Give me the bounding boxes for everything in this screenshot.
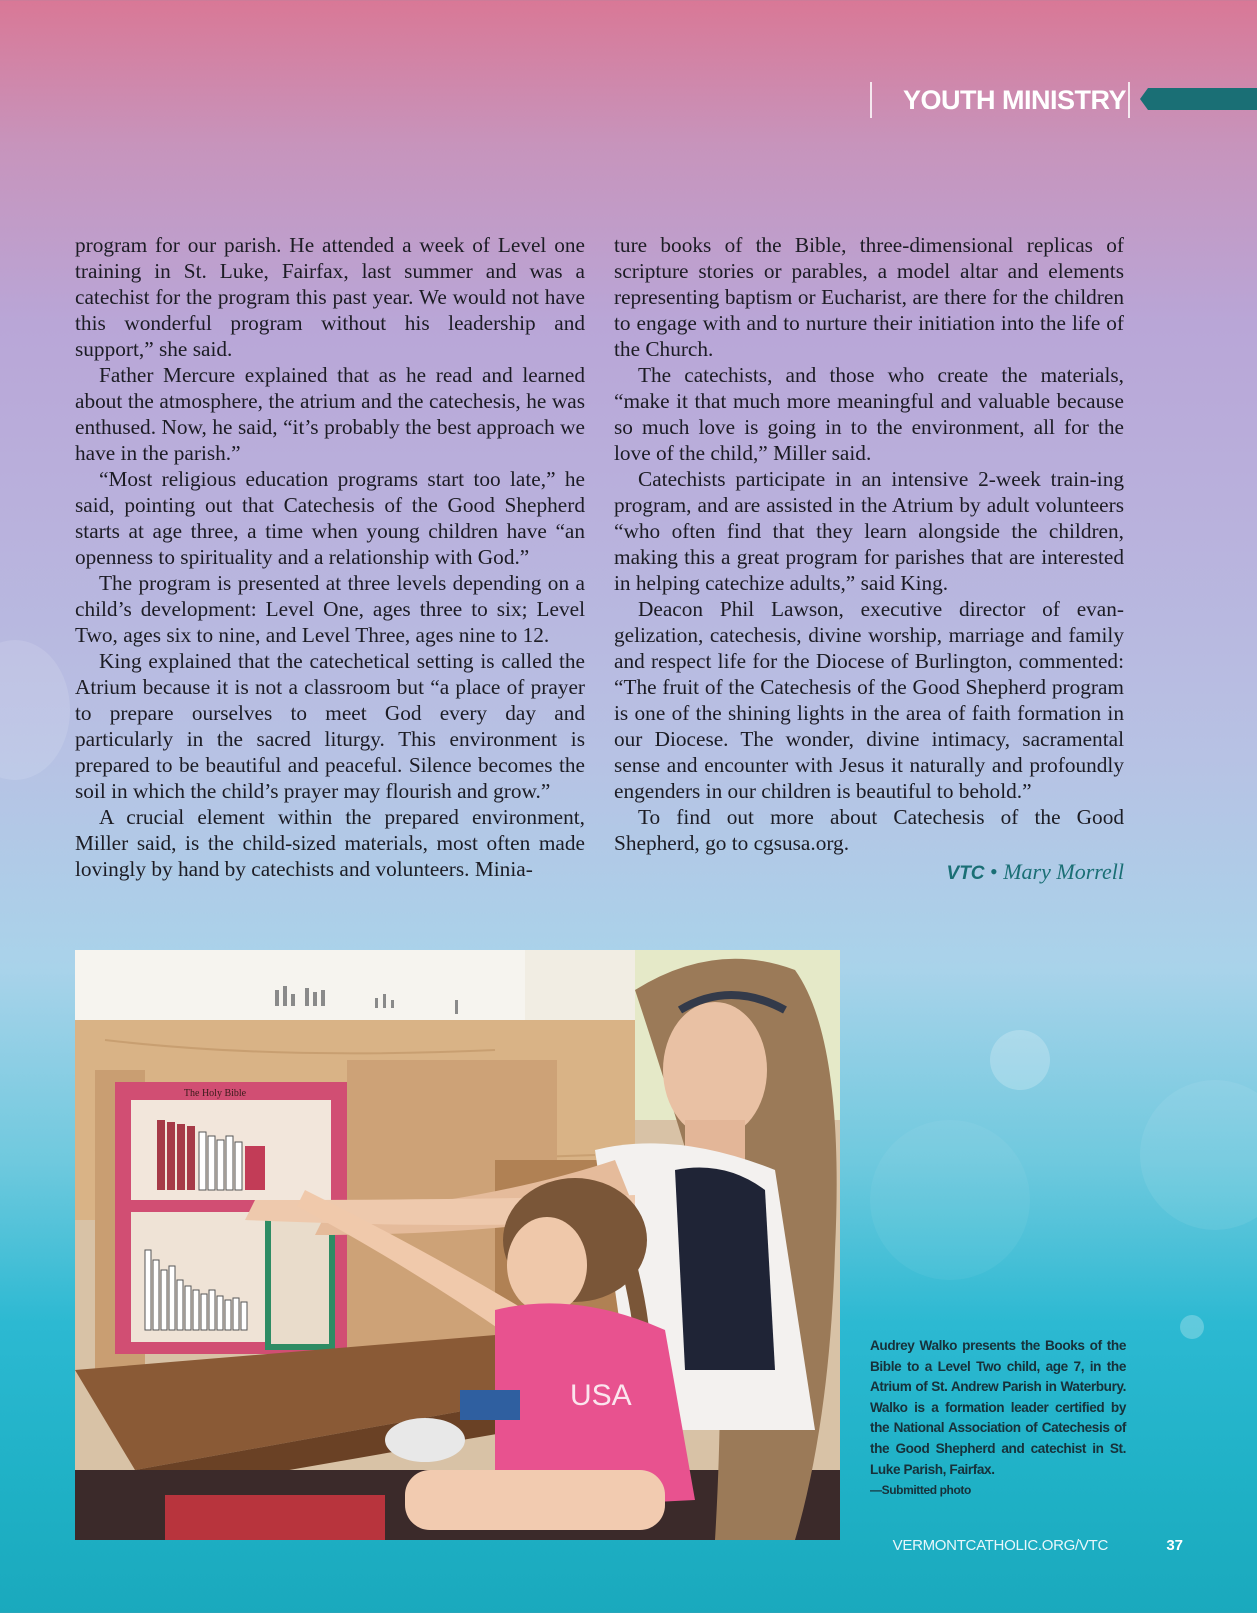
article-paragraph: “Most religious education programs start too late,” he said, pointing out that Catechesis of the Good Shepherd starts at age three, a time when young children have “an openness to spirituality and a relationship with God.” (75, 467, 585, 569)
page-number: 37 (1166, 1537, 1183, 1554)
caption-text: Audrey Walko presents the Books of the Bible to a Level Two child, age 7, in the Atrium of St. Andrew Parish in Waterbury. Walko is a formation leader certified by the National Association of Catechesis of the Good Shepherd and catechist in St. Luke Parish, Fairfax. (870, 1338, 1126, 1477)
shelf-label: The Holy Bible (183, 1088, 247, 1099)
photo-caption (870, 1336, 1126, 1500)
article-paragraph: To find out more about Catechesis of the Good Shepherd, go to cgsusa.org. (614, 805, 1124, 855)
footer-site-link[interactable]: VERMONTCATHOLIC.ORG/VTC (892, 1537, 1108, 1554)
photo-illustration (75, 950, 840, 1540)
bokeh-light (1140, 1080, 1257, 1230)
article-paragraph: ture books of the Bible, three-dimensional replicas of scripture stories or parables, a model altar and elements representing baptism or Eucharist, are there for the children to engage with and to nurture their initiation into the life of the Church. (614, 233, 1124, 361)
bokeh-light (1180, 1315, 1204, 1339)
article-column-right (614, 232, 1124, 888)
page-footer (880, 1534, 1200, 1558)
article-paragraph: King explained that the catechetical setting is called the Atrium because it is not a classroom but “a place of prayer to prepare ourselves to meet God every day and particularly in the sacred liturgy. This environment is prepared to be beautiful and peaceful. Silence becomes the soil in which the child’s prayer may flourish and grow.” (75, 649, 585, 803)
byline (614, 858, 1124, 888)
byline-separator: • (990, 859, 998, 884)
section-tab-bar (1140, 88, 1257, 110)
byline-publication: VTC (946, 863, 985, 884)
article-paragraph: A crucial element within the prepared environment, Miller said, is the child-sized materials, most often made lovingly by hand by catechists and volunteers. Minia- (75, 805, 585, 881)
article-photo (75, 950, 840, 1540)
bokeh-light (0, 640, 70, 780)
article-paragraph: The catechists, and those who create the materials, “make it that much more meaningful and valuable because so much love is going in to the environment, all for the love of the child,” Miller said. (614, 363, 1124, 465)
byline-author: Mary Morrell (1003, 859, 1124, 884)
article-body (75, 232, 1129, 912)
bokeh-light (990, 1030, 1050, 1090)
article-paragraph: Catechists participate in an intensive 2-week train-ing program, and are assisted in the Atrium by adult volunteers “who often find that they learn alongside the children, making this a great program for parishes that are interested in helping catechize adults,” said King. (614, 467, 1124, 595)
article-paragraph: program for our parish. He attended a week of Level one training in St. Luke, Fairfax, last summer and was a catechist for the program this past year. We would not have this wonderful program without his leadership and support,” she said. (75, 233, 585, 361)
article-paragraph: Father Mercure explained that as he read and learned about the atmosphere, the atrium and the catechesis, he was enthused. Now, he said, “it’s probably the best approach we have in the parish.” (75, 363, 585, 465)
section-label: YOUTH MINISTRY (870, 82, 1130, 118)
article-paragraph: Deacon Phil Lawson, executive director of evan-gelization, catechesis, divine worship, marriage and family and respect life for the Diocese of Burlington, commented: “The fruit of the Catechesis of the Good Shepherd program is one of the shining lights in the area of faith formation in our Diocese. The wonder, divine intimacy, sacramental sense and encounter with Jesus it naturally and profoundly engenders in our children is beautiful to behold.” (614, 597, 1124, 803)
bokeh-light (870, 1120, 1030, 1280)
article-paragraph: The program is presented at three levels depending on a child’s development: Level One, ages three to six; Level Two, ages six to nine, and Level Three, ages nine to 12. (75, 571, 585, 647)
svg-text:USA: USA (570, 1379, 632, 1412)
section-header (870, 82, 1257, 118)
photo-credit: —Submitted photo (870, 1483, 971, 1498)
article-column-left (75, 232, 585, 882)
